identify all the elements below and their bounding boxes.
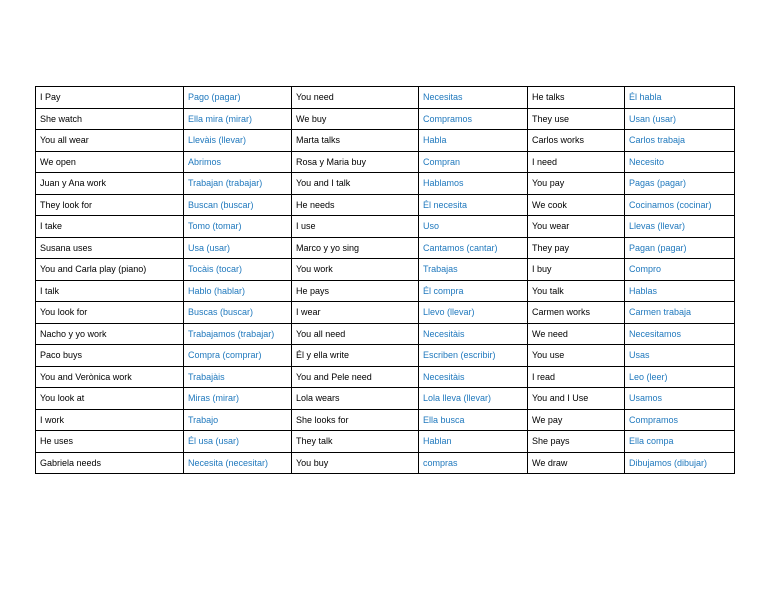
spanish-translation-cell: Buscan (buscar) [184,194,292,216]
english-phrase-cell: I buy [528,259,625,281]
spanish-translation-cell: Tomo (tomar) [184,216,292,238]
english-phrase-cell: Lola wears [292,388,419,410]
spanish-translation-cell: Necesito [625,151,735,173]
english-phrase-cell: He talks [528,87,625,109]
spanish-translation-cell: Cantamos (cantar) [419,237,528,259]
english-phrase-cell: Él y ella write [292,345,419,367]
english-phrase-cell: Carlos works [528,130,625,152]
spanish-translation-cell: Necesitamos [625,323,735,345]
table-row [36,388,735,410]
english-phrase-cell: She watch [36,108,184,130]
english-phrase-cell: They look for [36,194,184,216]
english-phrase-cell: You all need [292,323,419,345]
spanish-translation-cell: Compramos [419,108,528,130]
english-phrase-cell: I talk [36,280,184,302]
spanish-translation-cell: Tocàis (tocar) [184,259,292,281]
spanish-translation-cell: Hablas [625,280,735,302]
english-phrase-cell: We need [528,323,625,345]
table-row [36,216,735,238]
english-phrase-cell: You and Carla play (piano) [36,259,184,281]
english-phrase-cell: You buy [292,452,419,474]
spanish-translation-cell: Ella compa [625,431,735,453]
english-phrase-cell: Paco buys [36,345,184,367]
vocabulary-table [35,86,735,474]
english-phrase-cell: We pay [528,409,625,431]
table-row [36,108,735,130]
english-phrase-cell: You look at [36,388,184,410]
english-phrase-cell: We draw [528,452,625,474]
table-row [36,409,735,431]
spanish-translation-cell: Carlos trabaja [625,130,735,152]
spanish-translation-cell: Escriben (escribir) [419,345,528,367]
spanish-translation-cell: Él habla [625,87,735,109]
spanish-translation-cell: Cocinamos (cocinar) [625,194,735,216]
english-phrase-cell: I need [528,151,625,173]
table-row [36,302,735,324]
spanish-translation-cell: Hablo (hablar) [184,280,292,302]
spanish-translation-cell: Hablamos [419,173,528,195]
english-phrase-cell: I Pay [36,87,184,109]
table-row [36,87,735,109]
table-row [36,280,735,302]
english-phrase-cell: I read [528,366,625,388]
spanish-translation-cell: Lola lleva (llevar) [419,388,528,410]
spanish-translation-cell: Necesitas [419,87,528,109]
english-phrase-cell: I wear [292,302,419,324]
english-phrase-cell: Juan y Ana work [36,173,184,195]
spanish-translation-cell: Habla [419,130,528,152]
english-phrase-cell: He uses [36,431,184,453]
english-phrase-cell: We buy [292,108,419,130]
english-phrase-cell: He needs [292,194,419,216]
english-phrase-cell: You talk [528,280,625,302]
spanish-translation-cell: Necesita (necesitar) [184,452,292,474]
english-phrase-cell: They talk [292,431,419,453]
table-row [36,323,735,345]
english-phrase-cell: They use [528,108,625,130]
english-phrase-cell: I use [292,216,419,238]
spanish-translation-cell: Necesitàis [419,366,528,388]
english-phrase-cell: You and I Use [528,388,625,410]
english-phrase-cell: They pay [528,237,625,259]
spanish-translation-cell: Él necesita [419,194,528,216]
spanish-translation-cell: Llevo (llevar) [419,302,528,324]
table-row [36,452,735,474]
english-phrase-cell: We open [36,151,184,173]
spanish-translation-cell: Leo (leer) [625,366,735,388]
spanish-translation-cell: Compro [625,259,735,281]
spanish-translation-cell: Abrimos [184,151,292,173]
table-row [36,366,735,388]
spanish-translation-cell: Buscas (buscar) [184,302,292,324]
english-phrase-cell: Marta talks [292,130,419,152]
table-row [36,173,735,195]
english-phrase-cell: Nacho y yo work [36,323,184,345]
english-phrase-cell: You use [528,345,625,367]
english-phrase-cell: You need [292,87,419,109]
english-phrase-cell: You work [292,259,419,281]
spanish-translation-cell: Llevàis (llevar) [184,130,292,152]
english-phrase-cell: You and Pele need [292,366,419,388]
spanish-translation-cell: Uso [419,216,528,238]
spanish-translation-cell: Compran [419,151,528,173]
english-phrase-cell: He pays [292,280,419,302]
spanish-translation-cell: Llevas (llevar) [625,216,735,238]
spanish-translation-cell: Hablan [419,431,528,453]
spanish-translation-cell: Compramos [625,409,735,431]
table-row [36,345,735,367]
english-phrase-cell: She pays [528,431,625,453]
spanish-translation-cell: Pagas (pagar) [625,173,735,195]
spanish-translation-cell: Miras (mirar) [184,388,292,410]
spanish-translation-cell: Usa (usar) [184,237,292,259]
table-row [36,130,735,152]
spanish-translation-cell: Usan (usar) [625,108,735,130]
spanish-translation-cell: Él compra [419,280,528,302]
english-phrase-cell: You and I talk [292,173,419,195]
spanish-translation-cell: Ella mira (mirar) [184,108,292,130]
spanish-translation-cell: Usamos [625,388,735,410]
spanish-translation-cell: Trabajan (trabajar) [184,173,292,195]
vocabulary-table-body [36,87,735,474]
spanish-translation-cell: Compra (comprar) [184,345,292,367]
english-phrase-cell: You look for [36,302,184,324]
spanish-translation-cell: Trabajas [419,259,528,281]
table-row [36,237,735,259]
english-phrase-cell: You all wear [36,130,184,152]
spanish-translation-cell: Carmen trabaja [625,302,735,324]
english-phrase-cell: I take [36,216,184,238]
spanish-translation-cell: compras [419,452,528,474]
table-row [36,259,735,281]
spanish-translation-cell: Dibujamos (dibujar) [625,452,735,474]
english-phrase-cell: Susana uses [36,237,184,259]
english-phrase-cell: You wear [528,216,625,238]
spanish-translation-cell: Ella busca [419,409,528,431]
spanish-translation-cell: Trabajàis [184,366,292,388]
english-phrase-cell: Rosa y Maria buy [292,151,419,173]
spanish-translation-cell: Pagan (pagar) [625,237,735,259]
spanish-translation-cell: Usas [625,345,735,367]
english-phrase-cell: You and Verònica work [36,366,184,388]
english-phrase-cell: She looks for [292,409,419,431]
table-row [36,194,735,216]
english-phrase-cell: You pay [528,173,625,195]
english-phrase-cell: I work [36,409,184,431]
spanish-translation-cell: Pago (pagar) [184,87,292,109]
table-row [36,431,735,453]
spanish-translation-cell: Trabajo [184,409,292,431]
english-phrase-cell: We cook [528,194,625,216]
table-row [36,151,735,173]
english-phrase-cell: Gabriela needs [36,452,184,474]
english-phrase-cell: Marco y yo sing [292,237,419,259]
spanish-translation-cell: Necesitàis [419,323,528,345]
english-phrase-cell: Carmen works [528,302,625,324]
spanish-translation-cell: Él usa (usar) [184,431,292,453]
spanish-translation-cell: Trabajamos (trabajar) [184,323,292,345]
